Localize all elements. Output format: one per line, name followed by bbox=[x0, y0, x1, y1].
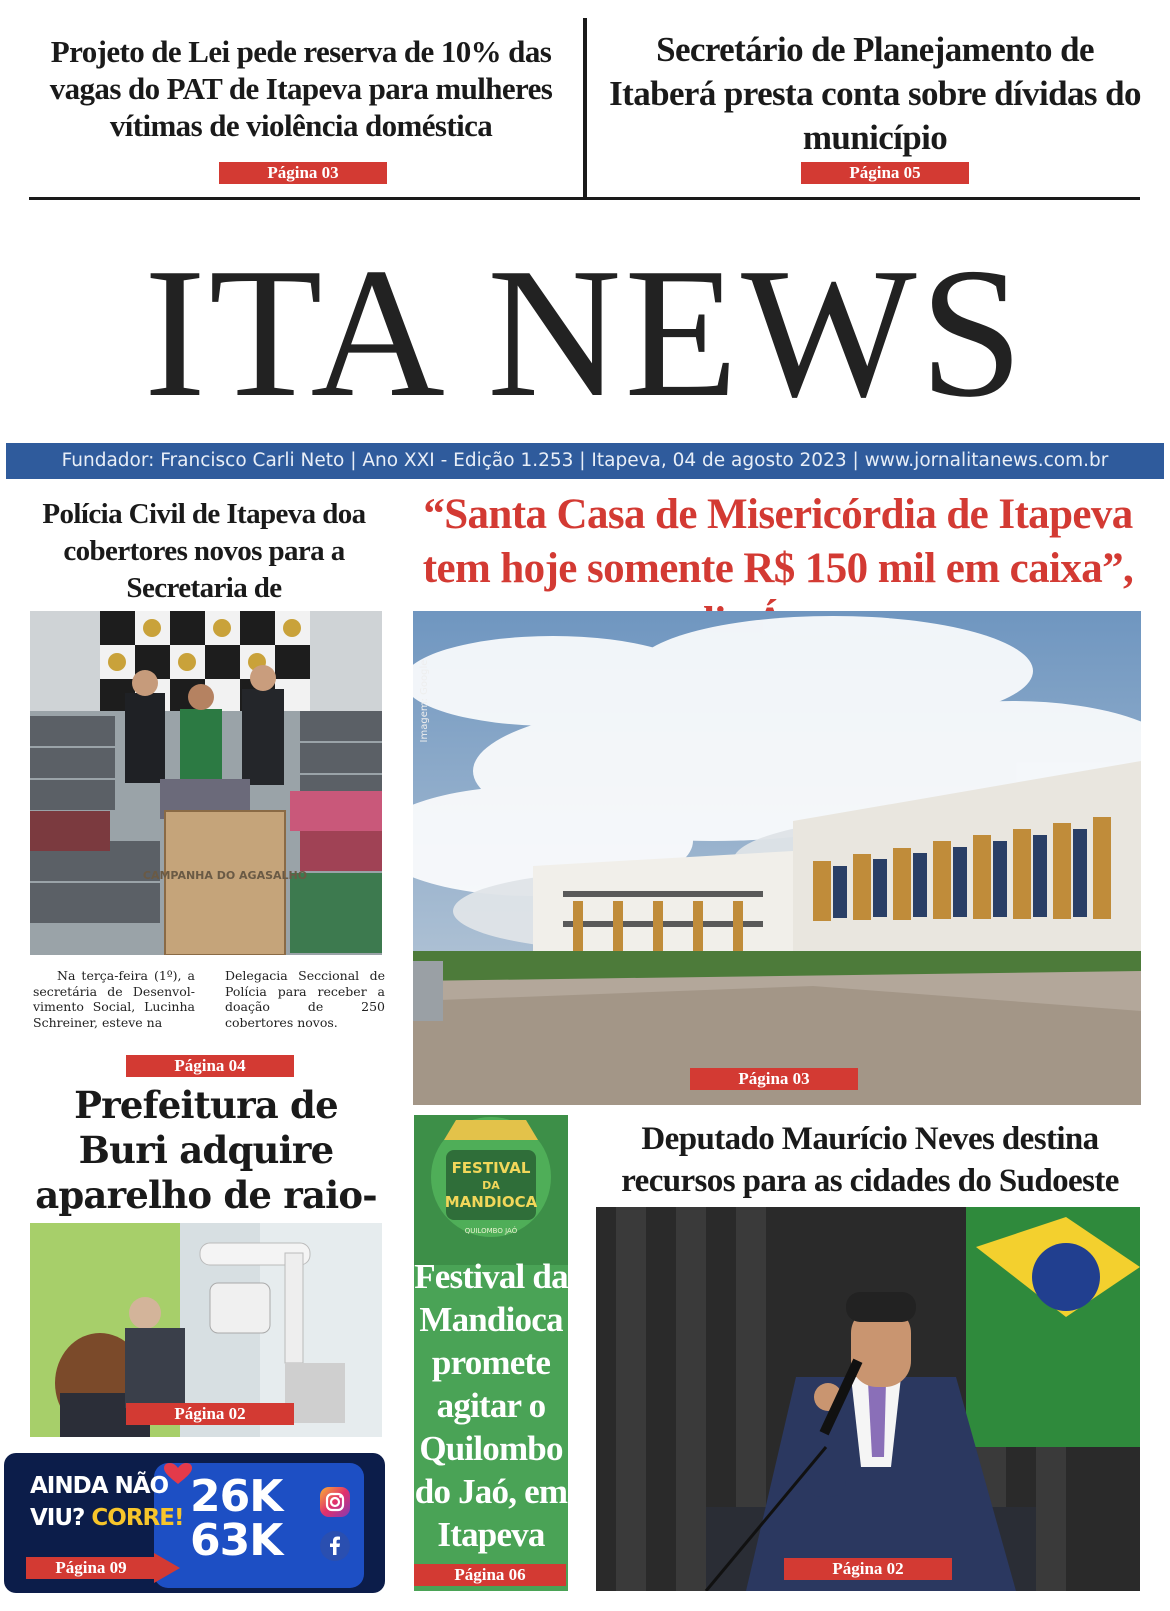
top-story-right-page-tag[interactable]: Página 05 bbox=[801, 162, 969, 184]
arrow-right-icon bbox=[154, 1553, 180, 1583]
facebook-icon bbox=[320, 1531, 350, 1561]
policia-story-headline[interactable]: Polícia Civil de Itapeva doa cobertores novos para a Secretaria de bbox=[42, 498, 366, 604]
top-column-divider bbox=[583, 18, 587, 198]
festival-story-headline[interactable]: Festival da Mandioca promete agitar o Quilombo do Jaó, em Itapeva bbox=[414, 1257, 568, 1554]
buri-story-headline[interactable]: Prefeitura de Buri adquire aparelho de raio- bbox=[35, 1083, 377, 1217]
top-story-left-page-tag[interactable]: Página 03 bbox=[219, 162, 387, 184]
top-story-left-headline[interactable]: Projeto de Lei pede reserva de 10% das vagas do PAT de Itapeva para mulheres vítimas de violência doméstica bbox=[49, 34, 553, 143]
social-ad-line2 bbox=[30, 1505, 183, 1531]
heart-icon bbox=[164, 1463, 192, 1485]
festival-logo-line1: FESTIVAL bbox=[451, 1159, 531, 1177]
deputado-story-page-tag[interactable]: Página 02 bbox=[784, 1558, 952, 1580]
festival-logo-sub: QUILOMBO JAÓ bbox=[464, 1227, 518, 1235]
photo-credit: Imagem: Google bbox=[419, 659, 430, 743]
social-ad-line1: AINDA NÃO bbox=[30, 1473, 169, 1499]
main-story-photo[interactable] bbox=[413, 611, 1141, 1105]
masthead-title: ITA NEWS bbox=[143, 230, 1027, 436]
social-ad-line2-b: CORRE! bbox=[91, 1505, 184, 1531]
policia-story-body-col1: Na terça-feira (1º), a secretária de Desenvol-vimento Social, Lucinha Schreiner, esteve na bbox=[33, 968, 195, 1030]
policia-story-photo[interactable] bbox=[30, 611, 382, 955]
policia-story-body-col2: Delegacia Seccional de Polícia para receber a doação de 250 cobertores novos. bbox=[225, 968, 385, 1030]
facebook-count: 63K bbox=[190, 1515, 283, 1566]
main-story-page-tag[interactable]: Página 03 bbox=[690, 1068, 858, 1090]
festival-logo-line3: MANDIOCA bbox=[444, 1193, 538, 1211]
main-story-headline[interactable]: “Santa Casa de Misericórdia de Itapeva tem hoje somente R$ 150 mil em caixa”, bbox=[422, 491, 1134, 592]
buri-story-page-tag[interactable]: Página 02 bbox=[126, 1403, 294, 1425]
info-bar: Fundador: Francisco Carli Neto | Ano XXI - Edição 1.253 | Itapeva, 04 de agosto 2023 | www.jornalitanews.com.br bbox=[6, 443, 1164, 479]
top-rule bbox=[29, 197, 1140, 200]
policia-story-page-tag[interactable]: Página 04 bbox=[126, 1055, 294, 1077]
box-campaign-text: CAMPANHA DO AGASALHO bbox=[142, 869, 308, 882]
festival-story-page-tag[interactable]: Página 06 bbox=[414, 1564, 566, 1586]
top-story-right-headline[interactable]: Secretário de Planejamento de Itaberá presta conta sobre dívidas do município bbox=[609, 30, 1141, 157]
instagram-icon bbox=[320, 1487, 350, 1517]
social-ad-line2-a: VIU? bbox=[30, 1505, 85, 1531]
deputado-story-photo[interactable] bbox=[596, 1207, 1140, 1591]
instagram-count: 26K bbox=[190, 1471, 283, 1522]
social-ad-page-tag[interactable]: Página 09 bbox=[26, 1557, 156, 1579]
festival-logo-line2: DA bbox=[482, 1179, 500, 1192]
deputado-story-headline[interactable]: Deputado Maurício Neves destina recursos para as cidades do Sudoeste bbox=[621, 1121, 1119, 1199]
social-ad-banner[interactable] bbox=[4, 1453, 385, 1593]
